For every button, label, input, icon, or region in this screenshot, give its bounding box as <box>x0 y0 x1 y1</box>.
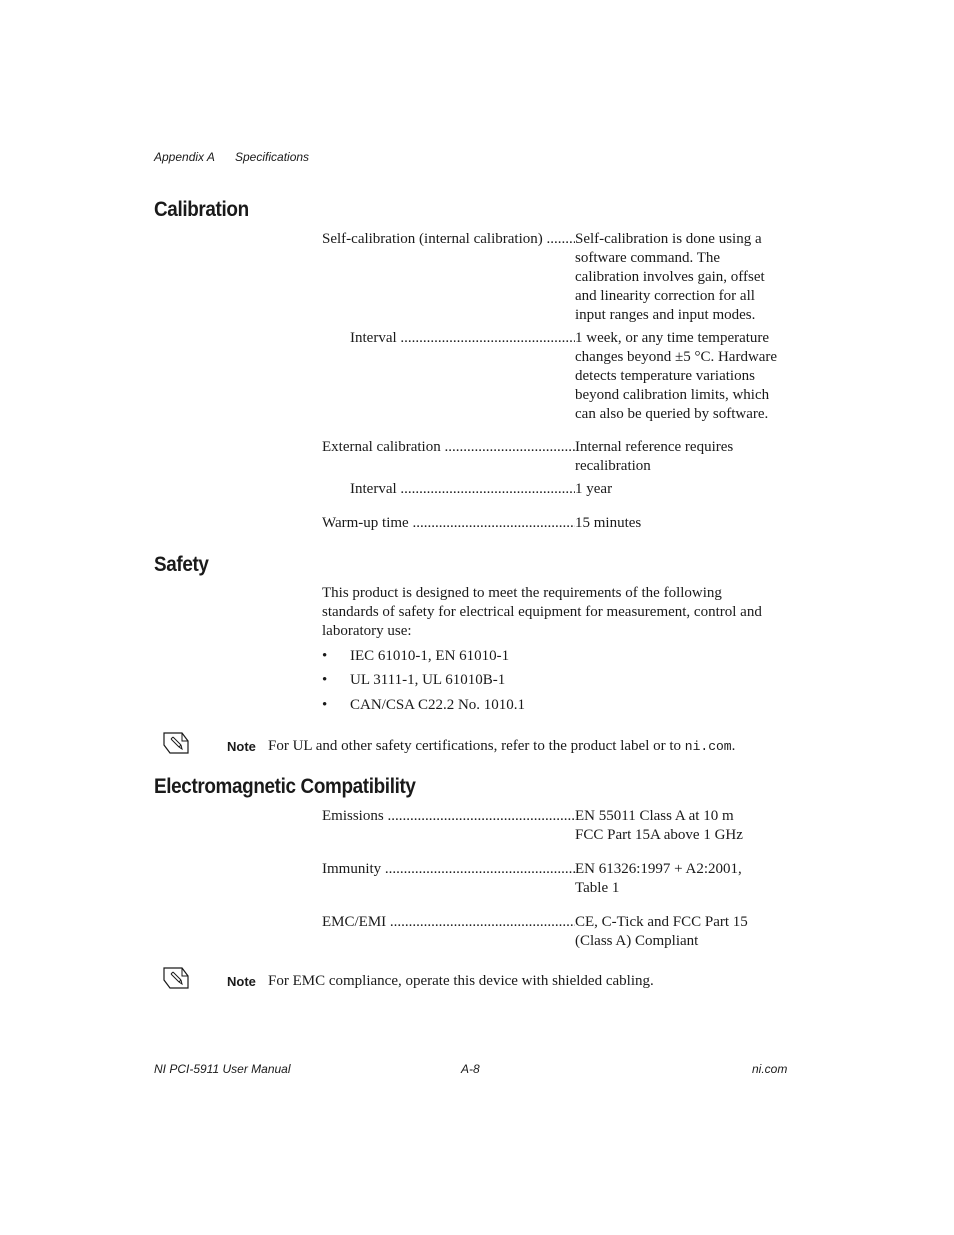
note-icon <box>162 966 190 990</box>
ext-cal-value: Internal reference requires recalibration <box>575 439 734 474</box>
footer-manual-title: NI PCI-5911 User Manual <box>154 1062 291 1076</box>
warmup-value: 15 minutes <box>575 515 642 531</box>
ext-interval-value: 1 year <box>575 481 613 497</box>
immunity-label: Immunity ..... <box>322 860 575 879</box>
footer-page-number: A-8 <box>461 1062 480 1076</box>
emcemi-label: EMC/EMI ..... <box>322 913 575 932</box>
footer-site: ni.com <box>752 1062 788 1076</box>
safety-bullet-2: UL 3111-1, UL 61010B-1 <box>350 672 506 688</box>
safety-heading: Safety <box>154 553 209 576</box>
bullet-marker: • <box>322 672 328 688</box>
header-section: Specifications <box>235 150 310 164</box>
header-appendix: Appendix A <box>154 150 215 164</box>
immunity-value: EN 61326:1997 + A2:2001, Table 1 <box>575 861 742 896</box>
note-label: Note <box>227 739 256 754</box>
safety-note-text: For UL and other safety certifications, refer to the product label or to ni.com. <box>268 738 736 754</box>
warmup-label: Warm-up time ..... <box>322 514 575 533</box>
self-interval-value: 1 week, or any time temperature changes beyond ±5 °C. Hardware detects temperature variations beyond calibration limits, which can also be queried by software. <box>575 330 778 422</box>
bullet-marker: • <box>322 648 328 664</box>
emcemi-value: CE, C-Tick and FCC Part 15 (Class A) Compliant <box>575 914 748 949</box>
note-label: Note <box>227 974 256 989</box>
emc-heading: Electromagnetic Compatibility <box>154 775 416 798</box>
emc-note-text: For EMC compliance, operate this device with shielded cabling. <box>268 973 654 989</box>
self-interval-label: Interval ..... <box>350 329 575 348</box>
ni-link[interactable]: ni.com <box>684 739 732 754</box>
emissions-label: Emissions ..... <box>322 807 575 826</box>
emissions-value: EN 55011 Class A at 10 m FCC Part 15A above 1 GHz <box>575 808 743 843</box>
safety-bullet-3: CAN/CSA C22.2 No. 1010.1 <box>350 697 526 713</box>
ext-cal-label: External calibration ..... <box>322 438 575 457</box>
note-icon <box>162 731 190 755</box>
ext-interval-label: Interval ..... <box>350 480 575 499</box>
safety-bullet-1: IEC 61010-1, EN 61010-1 <box>350 648 510 664</box>
bullet-marker: • <box>322 697 328 713</box>
safety-paragraph: This product is designed to meet the requirements of the following standards of safety for electrical equipment for measurement, control and laboratory use: <box>322 585 762 639</box>
calibration-heading: Calibration <box>154 198 249 221</box>
self-cal-value: Self-calibration is done using a software command. The calibration involves gain, offset and linearity correction for all input ranges and input modes. <box>575 231 765 323</box>
self-cal-label: Self-calibration (internal calibration) ..... <box>322 230 575 249</box>
